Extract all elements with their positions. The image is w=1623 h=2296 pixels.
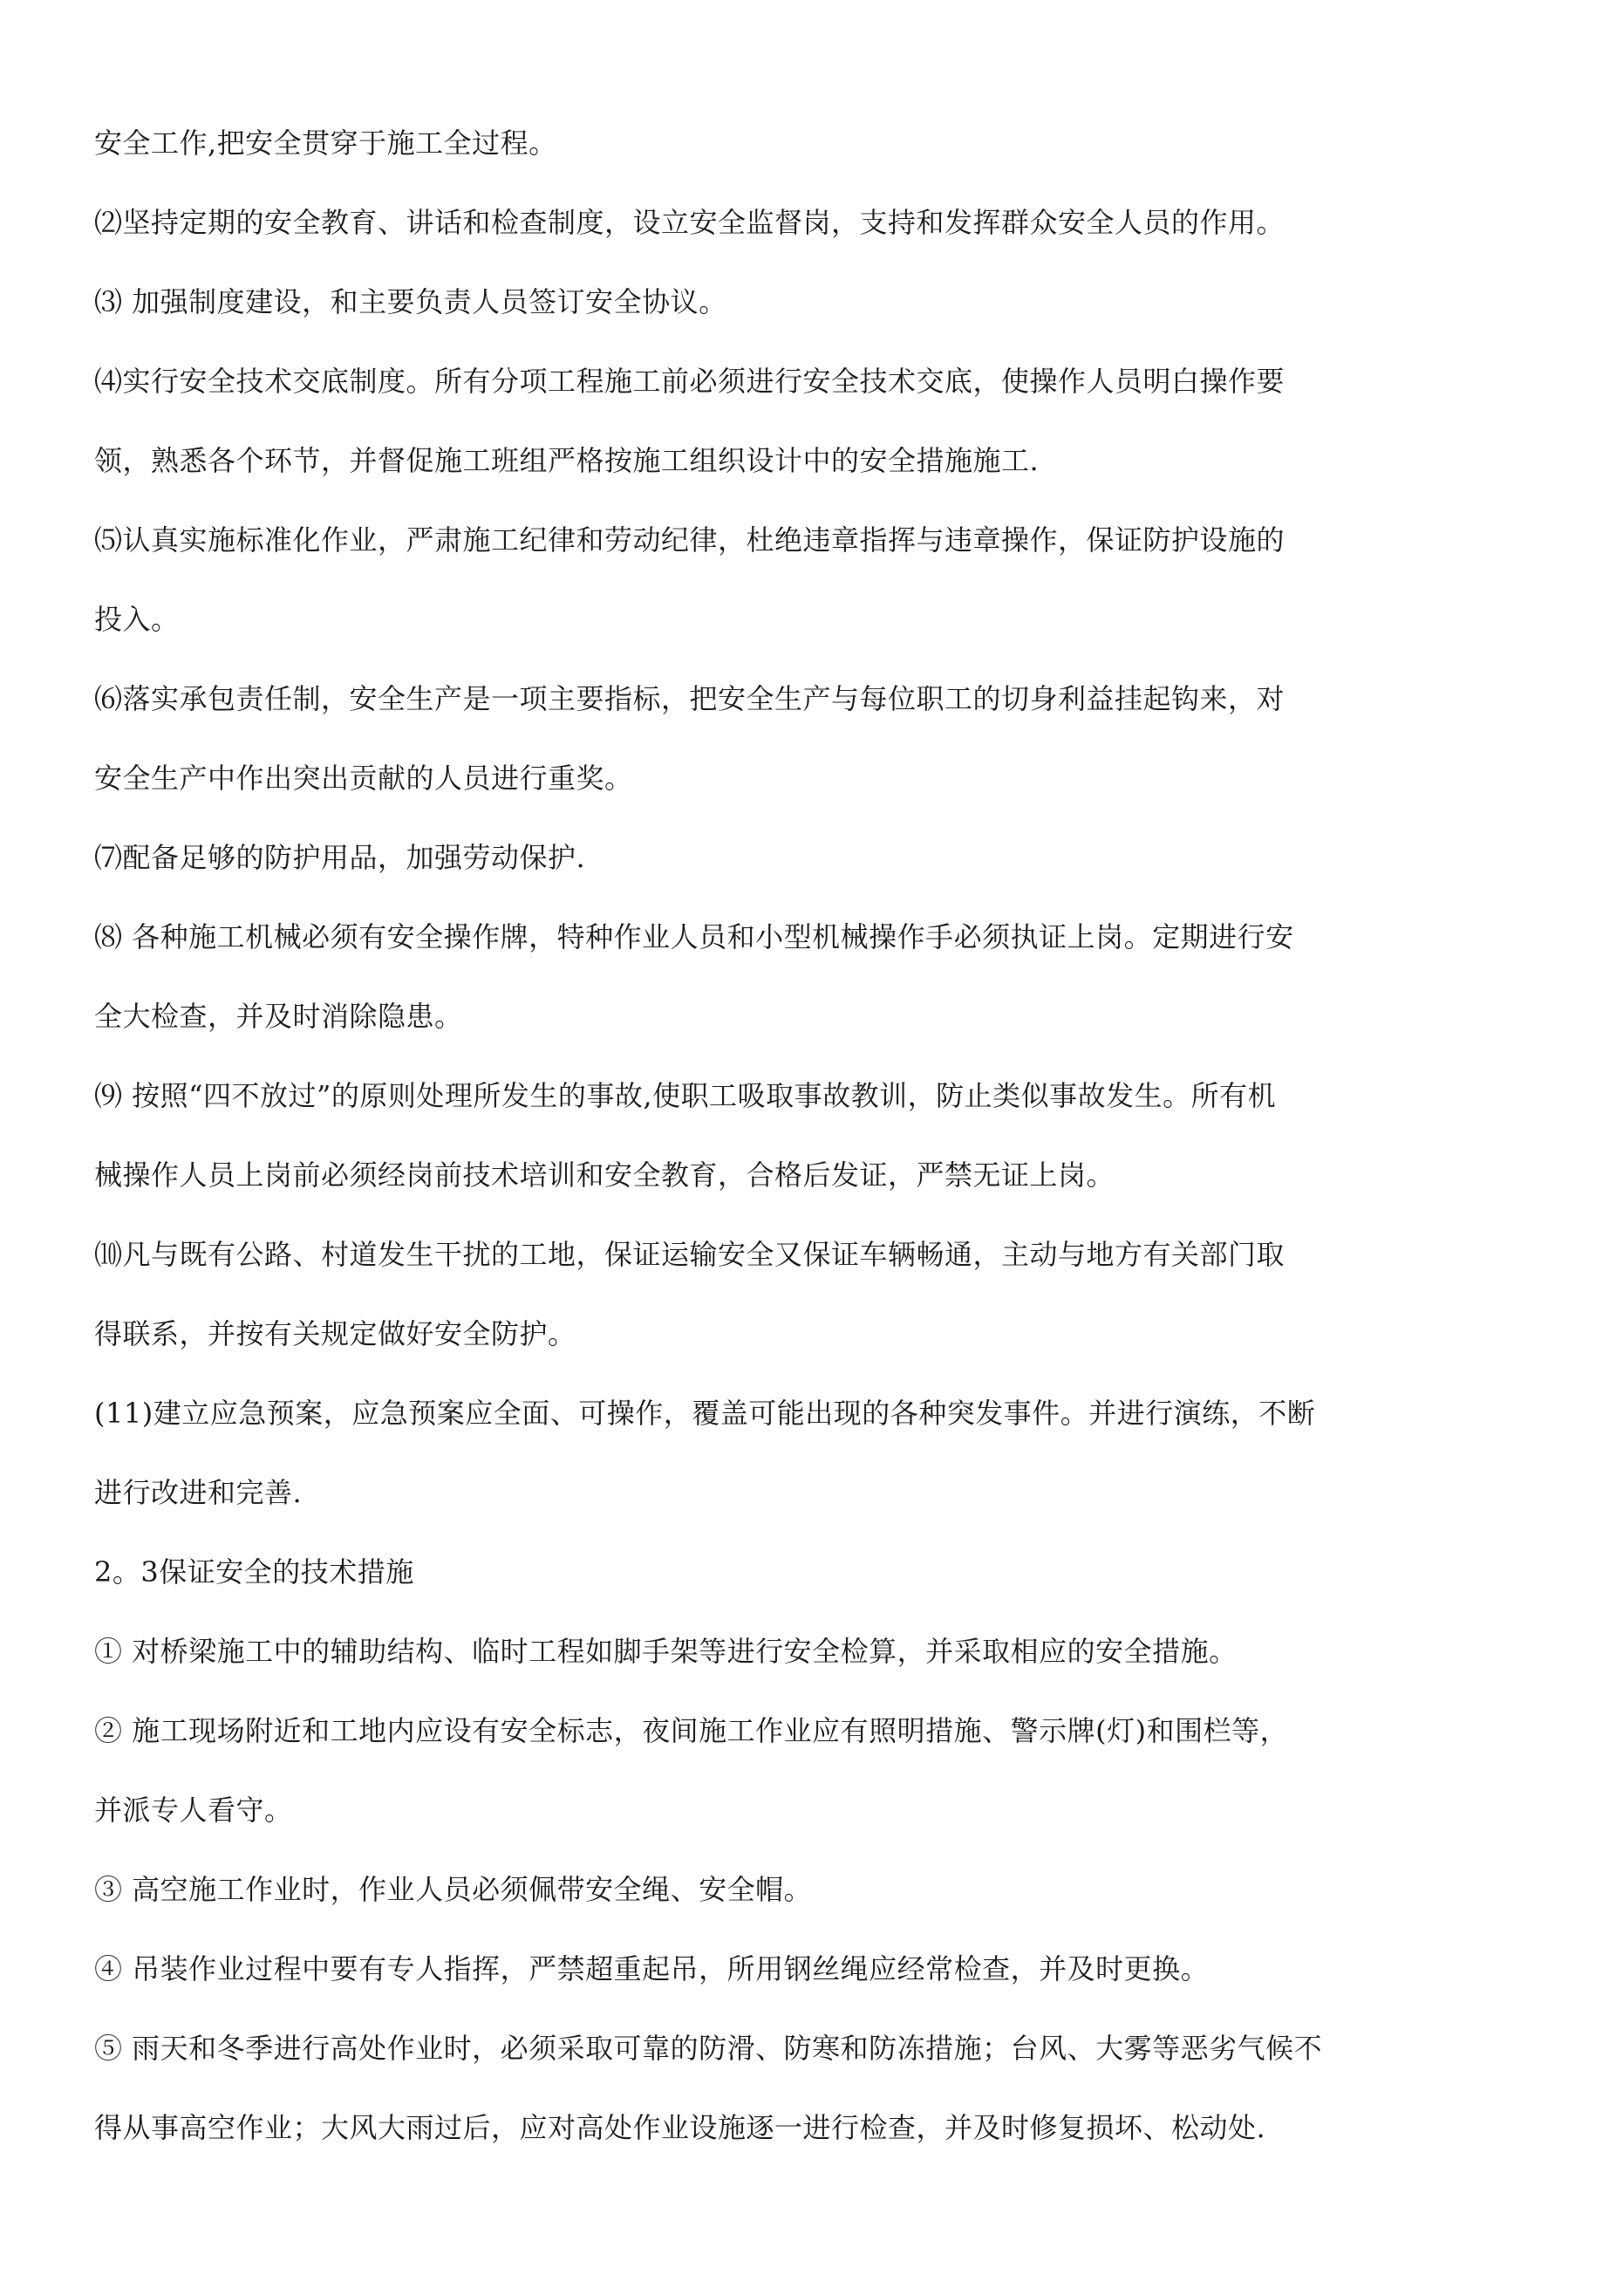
text-line: 得从事高空作业；大风大雨过后，应对高处作业设施逐一进行检查，并及时修复损坏、松动处.	[94, 2111, 1266, 2144]
document-body	[94, 124, 1524, 2188]
text-line: ⑺配备足够的防护用品，加强劳动保护.	[94, 841, 586, 874]
text-line: (11)建立应急预案，应急预案应全面、可操作，覆盖可能出现的各种突发事件。并进行演练，不断	[94, 1397, 1316, 1430]
text-line: ⑹落实承包责任制，安全生产是一项主要指标，把安全生产与每位职工的切身利益挂起钩来，对	[94, 682, 1285, 715]
text-line: 投入。	[94, 603, 180, 636]
text-line: ⑶ 加强制度建设，和主要负责人员签订安全协议。	[94, 285, 727, 318]
text-line: 得联系，并按有关规定做好安全防护。	[94, 1317, 576, 1350]
text-line: ⑤ 雨天和冬季进行高处作业时，必须采取可靠的防滑、防寒和防冻措施；台风、大雾等恶劣气候不	[94, 2032, 1323, 2065]
text-line: 全大检查，并及时消除隐患。	[94, 1000, 463, 1033]
text-line: 并派专人看守。	[94, 1794, 293, 1827]
text-line: ⑻ 各种施工机械必须有安全操作牌，特种作业人员和小型机械操作手必须执证上岗。定期进行安	[94, 920, 1294, 953]
text-line: ⑷实行安全技术交底制度。所有分项工程施工前必须进行安全技术交底，使操作人员明白操作要	[94, 365, 1285, 398]
text-line: ② 施工现场附近和工地内应设有安全标志，夜间施工作业应有照明措施、警示牌(灯)和围栏等，	[94, 1714, 1289, 1747]
section-heading: 2。3保证安全的技术措施	[94, 1555, 414, 1589]
text-line: 械操作人员上岗前必须经岗前技术培训和安全教育，合格后发证，严禁无证上岗。	[94, 1158, 1115, 1192]
text-line: 安全工作,把安全贯穿于施工全过程。	[94, 126, 557, 160]
text-line: ④ 吊装作业过程中要有专人指挥，严禁超重起吊，所用钢丝绳应经常检查，并及时更换。	[94, 1952, 1210, 1985]
text-line: ⑽凡与既有公路、村道发生干扰的工地，保证运输安全又保证车辆畅通，主动与地方有关部门取	[94, 1238, 1285, 1271]
text-line: 领，熟悉各个环节，并督促施工班组严格按施工组织设计中的安全措施施工.	[94, 444, 1040, 477]
text-line: 安全生产中作出突出贡献的人员进行重奖。	[94, 762, 633, 795]
text-line: ① 对桥梁施工中的辅助结构、临时工程如脚手架等进行安全检算，并采取相应的安全措施。	[94, 1635, 1238, 1668]
text-line: ⑵坚持定期的安全教育、讲话和检查制度，设立安全监督岗，支持和发挥群众安全人员的作用。	[94, 206, 1285, 239]
text-line: ⑼ 按照“四不放过”的原则处理所发生的事故,使职工吸取事故教训，防止类似事故发生。所有机	[94, 1079, 1277, 1112]
text-line: ⑸认真实施标准化作业，严肃施工纪律和劳动纪律，杜绝违章指挥与违章操作，保证防护设施的	[94, 523, 1285, 557]
text-line: ③ 高空施工作业时，作业人员必须佩带安全绳、安全帽。	[94, 1873, 813, 1906]
text-line: 进行改进和完善.	[94, 1476, 303, 1509]
